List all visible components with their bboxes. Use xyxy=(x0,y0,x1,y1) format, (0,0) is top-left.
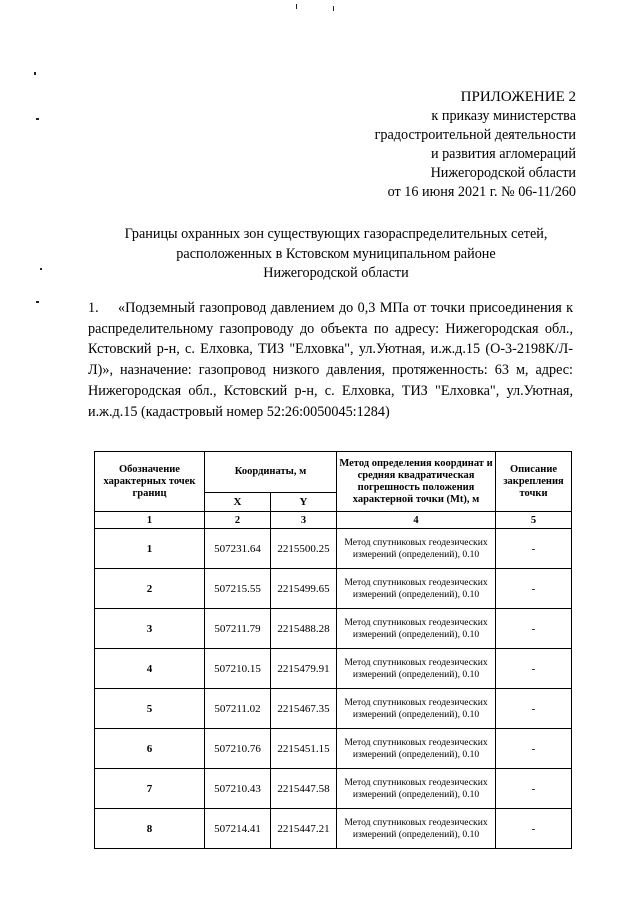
scan-speck xyxy=(333,6,334,11)
paragraph-text: «Подземный газопровод давлением до 0,3 МПа от точки присоединения к распределительному газопроводу до объекта по адресу: Нижегородская обл., Кстовский р-н, с. Елховка, ТИЗ "Елховка", ул.Уютная, и.ж.д.15 (О-3-2198К/Л-Л)», назначение: газопровод низкого давления, протяженность: 63 м, адрес: Нижегородская обл., Кстовский р-н, с. Елховка, ТИЗ "Елховка", ул.Уютная, и.ж.д.15 (кадастровый номер 52:26:0050045:1284) xyxy=(88,300,573,420)
description-cell: - xyxy=(496,649,572,689)
table-row xyxy=(95,689,572,729)
x-coordinate: 507214.41 xyxy=(205,809,271,849)
title-line: Нижегородской области xyxy=(263,265,409,281)
method-cell: Метод спутниковых геодезических измерений (определений), 0.10 xyxy=(337,769,496,809)
method-cell: Метод спутниковых геодезических измерений (определений), 0.10 xyxy=(337,809,496,849)
x-coordinate: 507210.43 xyxy=(205,769,271,809)
table-row xyxy=(95,529,572,569)
description-cell: - xyxy=(496,769,572,809)
column-number: 4 xyxy=(337,512,496,529)
x-coordinate: 507211.02 xyxy=(205,689,271,729)
appendix-line: Нижегородской области xyxy=(430,165,576,181)
point-id: 6 xyxy=(95,729,205,769)
title-line: Границы охранных зон существующих газораспределительных сетей, xyxy=(124,226,548,242)
x-coordinate: 507215.55 xyxy=(205,569,271,609)
scan-speck xyxy=(36,118,39,120)
table-row xyxy=(95,569,572,609)
table-row xyxy=(95,649,572,689)
scan-speck xyxy=(34,72,36,75)
point-id: 3 xyxy=(95,609,205,649)
object-description xyxy=(88,298,573,422)
header-x: X xyxy=(205,493,271,512)
y-coordinate: 2215499.65 xyxy=(271,569,337,609)
header-y: Y xyxy=(271,493,337,512)
document-title xyxy=(86,225,586,284)
appendix-line: к приказу министерства xyxy=(431,108,576,124)
table-row xyxy=(95,729,572,769)
description-cell: - xyxy=(496,609,572,649)
method-cell: Метод спутниковых геодезических измерений (определений), 0.10 xyxy=(337,649,496,689)
table-row xyxy=(95,809,572,849)
paragraph-number: 1. xyxy=(88,300,99,316)
header-point: Обозначение характерных точек границ xyxy=(95,452,205,512)
point-id: 7 xyxy=(95,769,205,809)
method-cell: Метод спутниковых геодезических измерений (определений), 0.10 xyxy=(337,689,496,729)
y-coordinate: 2215500.25 xyxy=(271,529,337,569)
table-row xyxy=(95,609,572,649)
column-number: 3 xyxy=(271,512,337,529)
table-row xyxy=(95,769,572,809)
appendix-line: и развития агломераций xyxy=(430,146,576,162)
column-number: 5 xyxy=(496,512,572,529)
appendix-block xyxy=(375,88,576,202)
method-cell: Метод спутниковых геодезических измерений (определений), 0.10 xyxy=(337,529,496,569)
appendix-order-line: от 16 июня 2021 г. № 06-11/260 xyxy=(387,184,576,200)
y-coordinate: 2215447.58 xyxy=(271,769,337,809)
y-coordinate: 2215467.35 xyxy=(271,689,337,729)
y-coordinate: 2215451.15 xyxy=(271,729,337,769)
method-cell: Метод спутниковых геодезических измерений (определений), 0.10 xyxy=(337,729,496,769)
header-description: Описание закрепления точки xyxy=(496,452,572,512)
header-method: Метод определения координат и средняя квадратическая погрешность положения характерной точки (Mt), м xyxy=(337,452,496,512)
appendix-heading: ПРИЛОЖЕНИЕ 2 xyxy=(460,89,576,105)
header-coordinates: Координаты, м xyxy=(205,452,337,493)
x-coordinate: 507231.64 xyxy=(205,529,271,569)
description-cell: - xyxy=(496,809,572,849)
description-cell: - xyxy=(496,729,572,769)
scan-speck xyxy=(296,4,297,9)
x-coordinate: 507210.15 xyxy=(205,649,271,689)
point-id: 1 xyxy=(95,529,205,569)
point-id: 5 xyxy=(95,689,205,729)
description-cell: - xyxy=(496,569,572,609)
column-number: 1 xyxy=(95,512,205,529)
method-cell: Метод спутниковых геодезических измерений (определений), 0.10 xyxy=(337,609,496,649)
method-cell: Метод спутниковых геодезических измерений (определений), 0.10 xyxy=(337,569,496,609)
description-cell: - xyxy=(496,689,572,729)
scan-speck xyxy=(36,301,39,303)
description-cell: - xyxy=(496,529,572,569)
point-id: 2 xyxy=(95,569,205,609)
y-coordinate: 2215488.28 xyxy=(271,609,337,649)
scan-speck xyxy=(40,268,42,270)
y-coordinate: 2215479.91 xyxy=(271,649,337,689)
point-id: 8 xyxy=(95,809,205,849)
x-coordinate: 507210.76 xyxy=(205,729,271,769)
point-id: 4 xyxy=(95,649,205,689)
coordinates-table xyxy=(94,451,572,849)
y-coordinate: 2215447.21 xyxy=(271,809,337,849)
title-line: расположенных в Кстовском муниципальном районе xyxy=(176,245,496,262)
x-coordinate: 507211.79 xyxy=(205,609,271,649)
column-number: 2 xyxy=(205,512,271,529)
appendix-line: градостроительной деятельности xyxy=(374,127,576,143)
